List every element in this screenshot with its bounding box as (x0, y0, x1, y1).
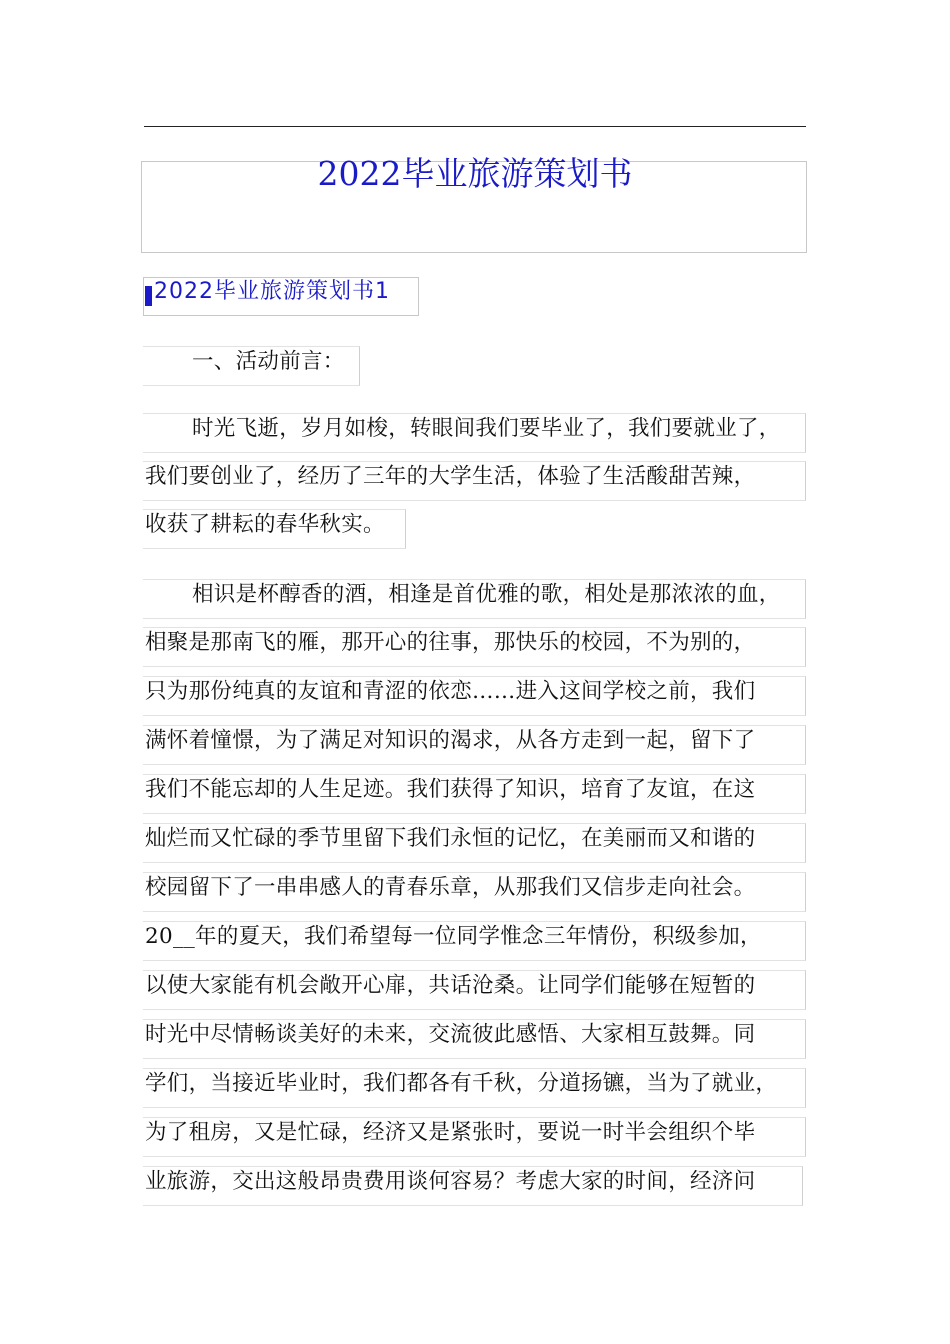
paragraph-line: 校园留下了一串串感人的青春乐章，从那我们又信步走向社会。 (145, 875, 756, 900)
paragraph-line: 为了租房，又是忙碌，经济又是紧张时，要说一时半会组织个毕 (145, 1120, 756, 1145)
paragraph-line: 业旅游，交出这般昂贵费用谈何容易？考虑大家的时间，经济问 (145, 1169, 756, 1194)
subtitle: 2022毕业旅游策划书1 (154, 279, 390, 304)
paragraph-line: 以使大家能有机会敞开心扉，共话沧桑。让同学们能够在短暂的 (145, 973, 756, 998)
paragraph-line: 收获了耕耘的春华秋实。 (145, 512, 385, 537)
section-marker-icon (145, 286, 152, 306)
paragraph-line: 相聚是那南飞的雁，那开心的往事，那快乐的校园，不为别的， (145, 630, 756, 655)
paragraph-line: 我们要创业了，经历了三年的大学生活，体验了生活酸甜苦辣， (145, 464, 756, 489)
paragraph-line: 时光中尽情畅谈美好的未来，交流彼此感悟、大家相互鼓舞。同 (145, 1022, 756, 1047)
document-title: 2022毕业旅游策划书 (317, 154, 633, 193)
paragraph-line: 满怀着憧憬，为了满足对知识的渴求，从各方走到一起，留下了 (145, 728, 756, 753)
paragraph-line: 我们不能忘却的人生足迹。我们获得了知识，培育了友谊，在这 (145, 777, 756, 802)
paragraph-line: 时光飞逝，岁月如梭，转眼间我们要毕业了，我们要就业了， (192, 416, 781, 441)
paragraph-line: 灿烂而又忙碌的季节里留下我们永恒的记忆，在美丽而又和谐的 (145, 826, 756, 851)
paragraph-line: 相识是杯醇香的酒，相逢是首优雅的歌，相处是那浓浓的血， (192, 582, 781, 607)
paragraph-line: 学们，当接近毕业时，我们都各有千秋，分道扬镳，当为了就业， (145, 1071, 778, 1096)
paragraph-line: 只为那份纯真的友谊和青涩的依恋……进入这间学校之前，我们 (145, 679, 756, 704)
paragraph-line: 20__年的夏天，我们希望每一位同学惟念三年情份，积级参加， (145, 924, 762, 949)
top-rule (144, 126, 806, 127)
section-heading: 一、活动前言： (192, 349, 345, 374)
